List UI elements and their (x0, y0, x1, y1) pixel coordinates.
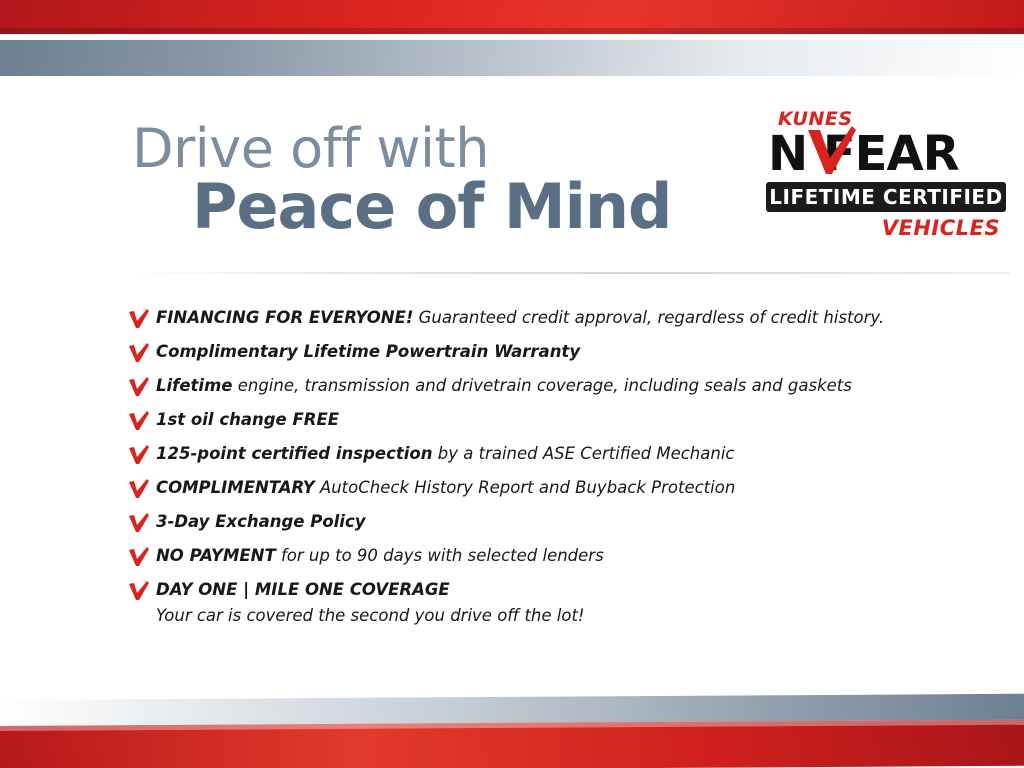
logo-vehicles-text: VEHICLES (881, 216, 1000, 240)
list-item (128, 410, 968, 431)
list-item (128, 512, 968, 533)
list-item-text (156, 546, 604, 566)
logo-brand-text: KUNES (778, 108, 853, 130)
top-gray-bar (0, 40, 1024, 76)
check-mark-icon (128, 343, 150, 363)
logo-wordmark: N FEAR (768, 126, 959, 182)
check-mark-icon (128, 547, 150, 567)
list-item-rest: Guaranteed credit approval, regardless of credit history. (413, 308, 885, 327)
list-item (128, 444, 968, 465)
list-item-text (156, 308, 884, 328)
headline (132, 117, 752, 243)
list-item (128, 308, 968, 329)
list-item-text (156, 410, 339, 430)
list-item-rest: for up to 90 days with selected lenders (275, 546, 604, 565)
list-item (128, 546, 968, 567)
list-item-text (156, 342, 580, 362)
logo-band-text: LIFETIME CERTIFIED (769, 185, 1003, 209)
check-mark-icon (128, 377, 150, 397)
headline-divider (132, 272, 1010, 274)
headline-line-1: Drive off with (132, 117, 489, 180)
benefits-list (128, 308, 968, 640)
list-item-bold: 3-Day Exchange Policy (156, 512, 366, 531)
list-item-bold: FINANCING FOR EVERYONE! (156, 308, 414, 327)
list-item-text (156, 478, 735, 498)
list-item-subtext: Your car is covered the second you drive off the lot! (156, 606, 585, 625)
list-item-bold: NO PAYMENT (156, 546, 276, 565)
check-mark-icon (128, 445, 150, 465)
list-item-text (156, 444, 734, 464)
kunes-no-fear-logo (760, 108, 1008, 250)
check-mark-icon (128, 513, 150, 533)
list-item-rest: by a trained ASE Certified Mechanic (432, 444, 735, 463)
list-item-text (156, 512, 366, 532)
check-mark-icon (804, 124, 858, 178)
logo-band (766, 182, 1006, 212)
list-item-bold: DAY ONE | MILE ONE COVERAGE (156, 580, 450, 599)
headline-line-2: Peace of Mind (192, 170, 672, 243)
bottom-red-bar (0, 720, 1024, 768)
check-mark-icon (128, 309, 150, 329)
list-item-text (156, 376, 852, 396)
list-item-bold: 1st oil change FREE (156, 410, 339, 429)
list-item-bold: Complimentary Lifetime Powertrain Warranty (156, 342, 581, 361)
check-mark-icon (128, 411, 150, 431)
list-item-bold: 125-point certified inspection (156, 444, 433, 463)
list-item-rest: AutoCheck History Report and Buyback Protection (314, 478, 736, 497)
list-item (128, 342, 968, 363)
list-item-bold: COMPLIMENTARY (156, 478, 315, 497)
list-item (128, 580, 968, 601)
check-mark-icon (128, 581, 150, 601)
top-red-bar (0, 0, 1024, 34)
list-item-text (156, 580, 450, 600)
list-item (128, 376, 968, 397)
list-item (128, 478, 968, 499)
list-item-rest: engine, transmission and drivetrain coverage, including seals and gaskets (232, 376, 852, 395)
check-mark-icon (128, 479, 150, 499)
list-item-bold: Lifetime (156, 376, 233, 395)
